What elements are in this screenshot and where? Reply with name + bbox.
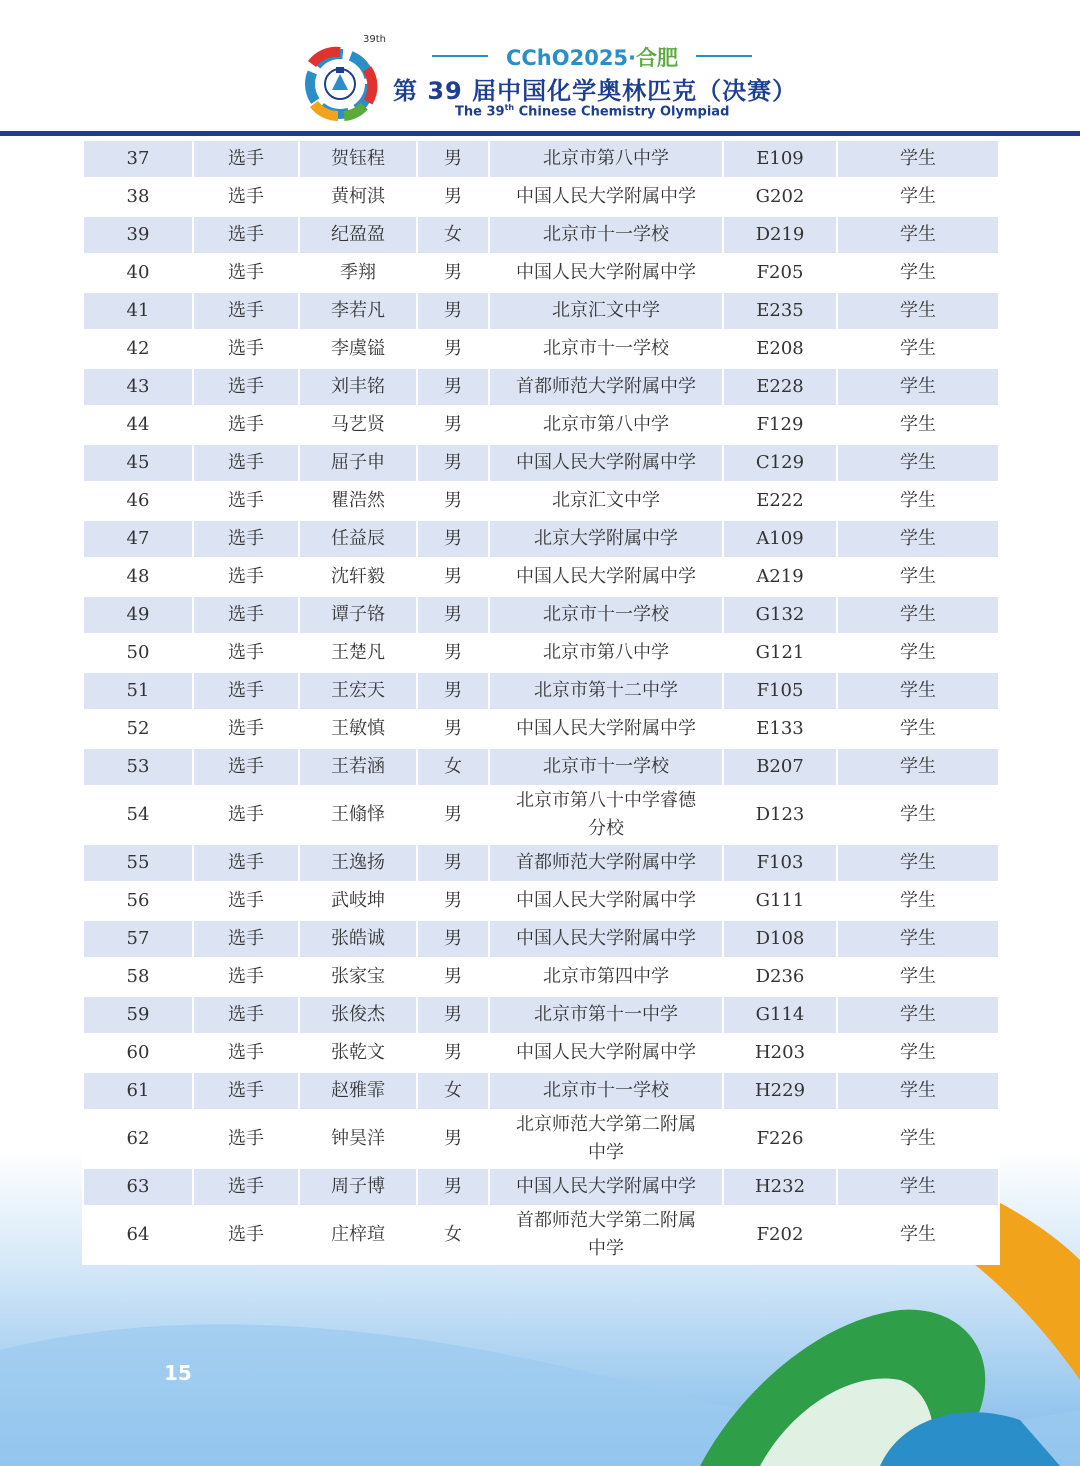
row-name: 谭子铬 [299, 596, 417, 634]
page-subtitle: The 39th Chinese Chemistry Olympiad [455, 103, 730, 120]
row-school: 北京大学附属中学 [489, 520, 723, 558]
row-exam-id: F205 [723, 254, 837, 292]
row-type: 学生 [837, 482, 999, 520]
row-type: 学生 [837, 1168, 999, 1206]
row-exam-id: E133 [723, 710, 837, 748]
row-school: 北京市第十一中学 [489, 996, 723, 1034]
row-school: 北京市十一学校 [489, 330, 723, 368]
row-exam-id: C129 [723, 444, 837, 482]
row-type: 学生 [837, 406, 999, 444]
participant-table [82, 139, 998, 1265]
row-gender: 男 [417, 1034, 489, 1072]
row-name: 张皓诚 [299, 920, 417, 958]
row-gender: 男 [417, 178, 489, 216]
table-row [83, 1034, 999, 1072]
table-row [83, 634, 999, 672]
row-role: 选手 [193, 482, 299, 520]
row-gender: 男 [417, 558, 489, 596]
row-number: 49 [83, 596, 193, 634]
row-school: 北京市十一学校 [489, 1072, 723, 1110]
row-school: 中国人民大学附属中学 [489, 558, 723, 596]
row-name: 李若凡 [299, 292, 417, 330]
row-school: 首都师范大学附属中学 [489, 368, 723, 406]
row-role: 选手 [193, 710, 299, 748]
row-school: 北京市第八中学 [489, 634, 723, 672]
row-school: 中国人民大学附属中学 [489, 1034, 723, 1072]
row-school: 中国人民大学附属中学 [489, 882, 723, 920]
row-school: 中国人民大学附属中学 [489, 254, 723, 292]
row-gender: 男 [417, 406, 489, 444]
row-role: 选手 [193, 1034, 299, 1072]
table-row [83, 558, 999, 596]
row-number: 37 [83, 140, 193, 178]
row-role: 选手 [193, 1072, 299, 1110]
row-name: 李虞镒 [299, 330, 417, 368]
row-name: 马艺贤 [299, 406, 417, 444]
row-number: 44 [83, 406, 193, 444]
brand-name: CChO2025 [505, 46, 629, 70]
brand-line [432, 42, 752, 70]
row-exam-id: G132 [723, 596, 837, 634]
row-name: 钟昊洋 [299, 1110, 417, 1168]
row-role: 选手 [193, 882, 299, 920]
row-gender: 男 [417, 520, 489, 558]
row-school: 北京汇文中学 [489, 292, 723, 330]
row-role: 选手 [193, 216, 299, 254]
row-gender: 男 [417, 444, 489, 482]
table-row [83, 596, 999, 634]
row-type: 学生 [837, 444, 999, 482]
row-number: 47 [83, 520, 193, 558]
row-exam-id: H229 [723, 1072, 837, 1110]
row-number: 59 [83, 996, 193, 1034]
row-school: 北京市第八中学 [489, 140, 723, 178]
row-exam-id: F226 [723, 1110, 837, 1168]
row-name: 屈子申 [299, 444, 417, 482]
row-school: 中国人民大学附属中学 [489, 1168, 723, 1206]
row-type: 学生 [837, 520, 999, 558]
row-number: 53 [83, 748, 193, 786]
row-gender: 女 [417, 748, 489, 786]
row-gender: 男 [417, 786, 489, 844]
row-name: 刘丰铭 [299, 368, 417, 406]
row-school: 北京市第十二中学 [489, 672, 723, 710]
row-type: 学生 [837, 140, 999, 178]
row-name: 纪盈盈 [299, 216, 417, 254]
row-gender: 女 [417, 1072, 489, 1110]
row-gender: 男 [417, 882, 489, 920]
row-school: 北京汇文中学 [489, 482, 723, 520]
page-header [0, 0, 1080, 138]
logo-superscript: 39th [363, 34, 386, 45]
row-type: 学生 [837, 1034, 999, 1072]
row-name: 王逸扬 [299, 844, 417, 882]
row-gender: 男 [417, 1168, 489, 1206]
row-school: 北京市第八十中学睿德 分校 [489, 786, 723, 844]
row-gender: 男 [417, 920, 489, 958]
row-number: 57 [83, 920, 193, 958]
row-type: 学生 [837, 786, 999, 844]
row-type: 学生 [837, 920, 999, 958]
row-role: 选手 [193, 140, 299, 178]
table-row [83, 672, 999, 710]
row-name: 沈轩毅 [299, 558, 417, 596]
row-type: 学生 [837, 558, 999, 596]
row-name: 王若涵 [299, 748, 417, 786]
row-number: 64 [83, 1206, 193, 1264]
row-gender: 女 [417, 216, 489, 254]
table-row [83, 996, 999, 1034]
row-exam-id: D219 [723, 216, 837, 254]
row-role: 选手 [193, 748, 299, 786]
table-row [83, 254, 999, 292]
row-name: 瞿浩然 [299, 482, 417, 520]
row-role: 选手 [193, 1110, 299, 1168]
row-school: 中国人民大学附属中学 [489, 920, 723, 958]
row-role: 选手 [193, 920, 299, 958]
row-exam-id: F103 [723, 844, 837, 882]
table-row [83, 292, 999, 330]
row-role: 选手 [193, 958, 299, 996]
row-number: 61 [83, 1072, 193, 1110]
row-exam-id: F129 [723, 406, 837, 444]
row-number: 62 [83, 1110, 193, 1168]
row-exam-id: G121 [723, 634, 837, 672]
row-exam-id: D236 [723, 958, 837, 996]
row-type: 学生 [837, 844, 999, 882]
row-role: 选手 [193, 292, 299, 330]
row-gender: 女 [417, 1206, 489, 1264]
row-school: 中国人民大学附属中学 [489, 444, 723, 482]
row-number: 38 [83, 178, 193, 216]
row-role: 选手 [193, 672, 299, 710]
row-role: 选手 [193, 330, 299, 368]
row-number: 58 [83, 958, 193, 996]
table-row [83, 178, 999, 216]
table-row [83, 958, 999, 996]
row-number: 48 [83, 558, 193, 596]
row-exam-id: G202 [723, 178, 837, 216]
table-row [83, 786, 999, 844]
row-role: 选手 [193, 254, 299, 292]
row-number: 50 [83, 634, 193, 672]
row-name: 张家宝 [299, 958, 417, 996]
page-title: 第 39 届中国化学奥林匹克（决赛） [393, 77, 798, 105]
table-row [83, 844, 999, 882]
row-number: 55 [83, 844, 193, 882]
table-row [83, 482, 999, 520]
row-exam-id: H232 [723, 1168, 837, 1206]
row-school: 首都师范大学附属中学 [489, 844, 723, 882]
row-gender: 男 [417, 140, 489, 178]
row-exam-id: F105 [723, 672, 837, 710]
row-school: 首都师范大学第二附属 中学 [489, 1206, 723, 1264]
brand-separator: · [628, 46, 637, 70]
row-school: 北京市第八中学 [489, 406, 723, 444]
row-role: 选手 [193, 406, 299, 444]
row-type: 学生 [837, 216, 999, 254]
table-row [83, 1168, 999, 1206]
page-number: 15 [164, 1361, 192, 1385]
table-row [83, 368, 999, 406]
row-number: 45 [83, 444, 193, 482]
row-type: 学生 [837, 292, 999, 330]
row-name: 庄梓瑄 [299, 1206, 417, 1264]
row-type: 学生 [837, 368, 999, 406]
row-type: 学生 [837, 1072, 999, 1110]
table-row [83, 444, 999, 482]
row-gender: 男 [417, 330, 489, 368]
row-type: 学生 [837, 710, 999, 748]
row-name: 赵雅霏 [299, 1072, 417, 1110]
row-exam-id: D108 [723, 920, 837, 958]
row-school: 北京市十一学校 [489, 216, 723, 254]
table-row [83, 406, 999, 444]
row-name: 武岐坤 [299, 882, 417, 920]
row-name: 王楚凡 [299, 634, 417, 672]
ccho-logo-icon [292, 34, 388, 130]
table-row [83, 1206, 999, 1264]
row-role: 选手 [193, 558, 299, 596]
row-role: 选手 [193, 844, 299, 882]
row-number: 60 [83, 1034, 193, 1072]
table-row [83, 520, 999, 558]
table-row [83, 330, 999, 368]
row-number: 52 [83, 710, 193, 748]
row-gender: 男 [417, 996, 489, 1034]
row-exam-id: G114 [723, 996, 837, 1034]
row-gender: 男 [417, 634, 489, 672]
row-type: 学生 [837, 1206, 999, 1264]
row-type: 学生 [837, 958, 999, 996]
row-school: 中国人民大学附属中学 [489, 710, 723, 748]
table-row [83, 710, 999, 748]
row-number: 63 [83, 1168, 193, 1206]
row-role: 选手 [193, 520, 299, 558]
row-role: 选手 [193, 178, 299, 216]
row-exam-id: E208 [723, 330, 837, 368]
row-role: 选手 [193, 786, 299, 844]
row-type: 学生 [837, 1110, 999, 1168]
row-role: 选手 [193, 596, 299, 634]
row-gender: 男 [417, 292, 489, 330]
row-exam-id: A219 [723, 558, 837, 596]
row-type: 学生 [837, 672, 999, 710]
row-type: 学生 [837, 996, 999, 1034]
row-gender: 男 [417, 710, 489, 748]
row-name: 王敏慎 [299, 710, 417, 748]
row-exam-id: E109 [723, 140, 837, 178]
row-gender: 男 [417, 1110, 489, 1168]
row-exam-id: G111 [723, 882, 837, 920]
row-number: 43 [83, 368, 193, 406]
table-row [83, 748, 999, 786]
row-school: 北京市十一学校 [489, 596, 723, 634]
row-number: 40 [83, 254, 193, 292]
row-number: 54 [83, 786, 193, 844]
row-exam-id: A109 [723, 520, 837, 558]
table-row [83, 1110, 999, 1168]
row-gender: 男 [417, 672, 489, 710]
row-gender: 男 [417, 958, 489, 996]
row-gender: 男 [417, 844, 489, 882]
row-gender: 男 [417, 254, 489, 292]
row-type: 学生 [837, 882, 999, 920]
row-school: 北京市第四中学 [489, 958, 723, 996]
row-exam-id: H203 [723, 1034, 837, 1072]
row-exam-id: E228 [723, 368, 837, 406]
row-school: 中国人民大学附属中学 [489, 178, 723, 216]
row-name: 张乾文 [299, 1034, 417, 1072]
row-gender: 男 [417, 368, 489, 406]
row-exam-id: E222 [723, 482, 837, 520]
row-role: 选手 [193, 444, 299, 482]
row-gender: 男 [417, 482, 489, 520]
row-type: 学生 [837, 748, 999, 786]
row-role: 选手 [193, 1206, 299, 1264]
row-gender: 男 [417, 596, 489, 634]
row-type: 学生 [837, 596, 999, 634]
table-row [83, 216, 999, 254]
row-type: 学生 [837, 330, 999, 368]
table-row [83, 920, 999, 958]
row-exam-id: D123 [723, 786, 837, 844]
row-number: 42 [83, 330, 193, 368]
row-name: 张俊杰 [299, 996, 417, 1034]
brand-city: 合肥 [636, 46, 679, 70]
row-number: 39 [83, 216, 193, 254]
row-name: 王宏天 [299, 672, 417, 710]
row-name: 任益辰 [299, 520, 417, 558]
row-exam-id: B207 [723, 748, 837, 786]
row-number: 41 [83, 292, 193, 330]
row-role: 选手 [193, 1168, 299, 1206]
row-number: 51 [83, 672, 193, 710]
row-school: 北京市十一学校 [489, 748, 723, 786]
row-type: 学生 [837, 178, 999, 216]
row-name: 贺钰程 [299, 140, 417, 178]
row-name: 季翔 [299, 254, 417, 292]
row-name: 周子博 [299, 1168, 417, 1206]
table-row [83, 1072, 999, 1110]
row-type: 学生 [837, 254, 999, 292]
row-exam-id: E235 [723, 292, 837, 330]
row-name: 黄柯淇 [299, 178, 417, 216]
row-number: 56 [83, 882, 193, 920]
row-role: 选手 [193, 368, 299, 406]
row-type: 学生 [837, 634, 999, 672]
row-role: 选手 [193, 634, 299, 672]
row-role: 选手 [193, 996, 299, 1034]
row-exam-id: F202 [723, 1206, 837, 1264]
header-divider [0, 131, 1080, 136]
row-number: 46 [83, 482, 193, 520]
table-row [83, 140, 999, 178]
table-row [83, 882, 999, 920]
row-name: 王翛怿 [299, 786, 417, 844]
row-school: 北京师范大学第二附属 中学 [489, 1110, 723, 1168]
